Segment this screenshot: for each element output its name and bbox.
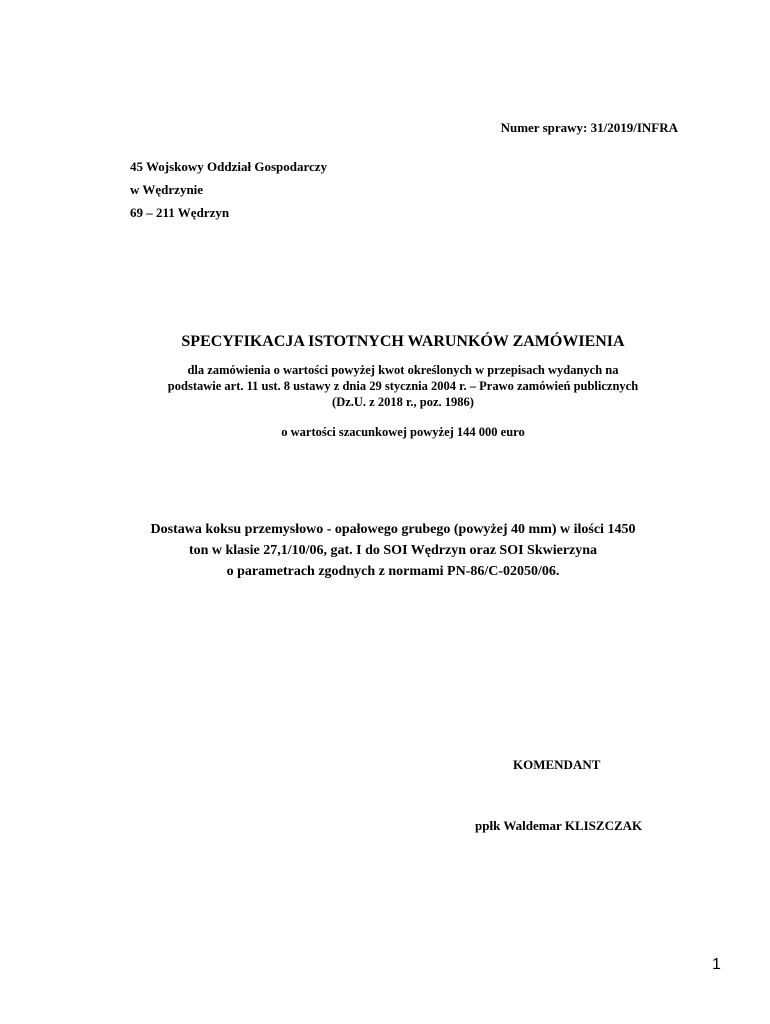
estimated-value: o wartości szacunkowej powyżej 144 000 euro: [281, 425, 525, 439]
subject-line-3: o parametrach zgodnych z normami PN-86/C-02050/06.: [226, 564, 560, 579]
document-subtitle: [0, 362, 770, 410]
signatory-role: KOMENDANT: [513, 757, 601, 772]
subtitle-line-2: podstawie art. 11 ust. 8 ustawy z dnia 29 stycznia 2004 r. – Prawo zamówień publicznych: [167, 379, 639, 393]
subtitle-line-1: dla zamówienia o wartości powyżej kwot określonych w przepisach wydanych na: [187, 363, 619, 377]
signatory-name: ppłk Waldemar KLISZCZAK: [475, 818, 643, 833]
page-number: 1: [712, 956, 721, 973]
subtitle-line-3: (Dz.U. z 2018 r., poz. 1986): [332, 395, 474, 409]
subject-line-2: ton w klasie 27,1/10/06, gat. I do SOI Wędrzyn oraz SOI Skwierzyna: [188, 543, 598, 558]
order-subject: [0, 519, 770, 582]
case-number: Numer sprawy: 31/2019/INFRA: [500, 120, 678, 135]
contracting-authority-address: [130, 159, 327, 228]
address-line-unit: 45 Wojskowy Oddział Gospodarczy: [130, 159, 328, 174]
document-title: SPECYFIKACJA ISTOTNYCH WARUNKÓW ZAMÓWIENIA: [181, 333, 625, 350]
address-line-location: w Wędrzynie: [130, 182, 204, 197]
subject-line-1: Dostawa koksu przemysłowo - opałowego grubego (powyżej 40 mm) w ilości 1450: [150, 522, 636, 537]
address-line-postal: 69 – 211 Wędrzyn: [130, 205, 230, 220]
